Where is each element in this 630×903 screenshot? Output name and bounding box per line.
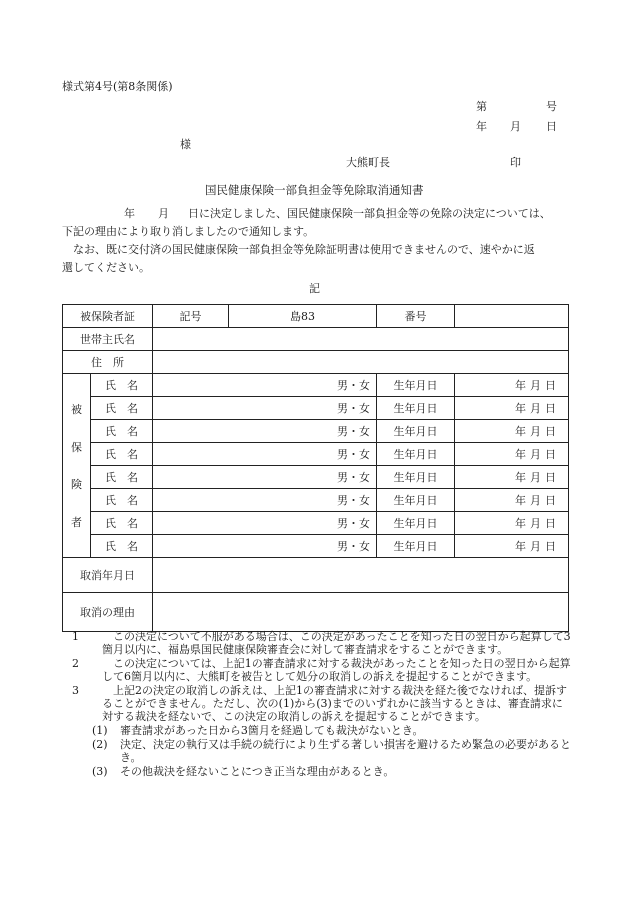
dob-hi: 日 <box>545 425 556 438</box>
label-kigo: 記号 <box>153 305 229 328</box>
label-bango: 番号 <box>377 305 455 328</box>
insured-char: 被 <box>71 403 82 417</box>
body-nen: 年 <box>124 207 135 220</box>
note-number: 1 <box>72 630 79 643</box>
dob-nen: 年 <box>515 448 526 461</box>
table-row <box>63 443 569 466</box>
address-value[interactable] <box>153 351 569 374</box>
doc-number-go: 号 <box>546 100 557 113</box>
label-dob: 生年月日 <box>377 397 455 420</box>
dob-value[interactable] <box>455 443 569 466</box>
dob-hi: 日 <box>545 471 556 484</box>
table-row-cancel-date <box>63 558 569 593</box>
subnote-number: (2) <box>92 738 108 751</box>
label-dob: 生年月日 <box>377 512 455 535</box>
dob-hi: 日 <box>545 540 556 553</box>
note-text: この決定について不服がある場合は、この決定があったことを知った日の翌日から起算して3箇月以内に、福島県国民健康保険審査会に対して審査請求をすることができます。 <box>102 630 571 656</box>
dob-nen: 年 <box>515 379 526 392</box>
dob-value[interactable] <box>455 374 569 397</box>
subnote-text: 審査請求があった日から3箇月を経過しても裁決がないとき。 <box>120 724 424 737</box>
label-dob: 生年月日 <box>377 420 455 443</box>
subnote-text: 決定、決定の執行又は手続の続行により生ずる著しい損害を避けるため緊急の必要があるとき。 <box>120 738 571 764</box>
table-row-address <box>63 351 569 374</box>
dob-tsuki: 月 <box>530 379 541 392</box>
table-row <box>63 535 569 558</box>
dob-tsuki: 月 <box>530 540 541 553</box>
dob-nen: 年 <box>515 471 526 484</box>
name-sex[interactable]: 男・女 <box>153 535 377 558</box>
name-sex[interactable]: 男・女 <box>153 466 377 489</box>
label-dob: 生年月日 <box>377 535 455 558</box>
note-number: 3 <box>72 684 79 697</box>
label-address: 住 所 <box>63 351 153 374</box>
label-cancel-date: 取消年月日 <box>63 558 153 593</box>
document-title: 国民健康保険一部負担金等免除取消通知書 <box>205 183 424 197</box>
label-name: 氏 名 <box>91 420 153 443</box>
dob-tsuki: 月 <box>530 517 541 530</box>
label-dob: 生年月日 <box>377 374 455 397</box>
dob-value[interactable] <box>455 397 569 420</box>
seal-mark: 印 <box>510 156 521 169</box>
insured-char: 険 <box>71 478 82 492</box>
table-row <box>63 397 569 420</box>
table-row <box>63 489 569 512</box>
dob-value[interactable] <box>455 420 569 443</box>
body-line-2: 下記の理由により取り消しましたので通知します。 <box>62 225 315 238</box>
label-dob: 生年月日 <box>377 466 455 489</box>
subnote-number: (1) <box>92 724 108 737</box>
addressee-sama: 様 <box>180 138 191 151</box>
dob-tsuki: 月 <box>530 425 541 438</box>
name-sex[interactable]: 男・女 <box>153 374 377 397</box>
name-sex[interactable]: 男・女 <box>153 512 377 535</box>
body-line-1: 日に決定しました、国民健康保険一部負担金等の免除の決定については、 <box>188 207 551 220</box>
label-name: 氏 名 <box>91 466 153 489</box>
label-dob: 生年月日 <box>377 443 455 466</box>
cancel-reason-value[interactable] <box>153 593 569 632</box>
insured-char: 保 <box>71 440 82 454</box>
doc-number-dai: 第 <box>476 100 487 113</box>
table-row-householder <box>63 328 569 351</box>
label-name: 氏 名 <box>91 512 153 535</box>
date-hi: 日 <box>546 120 557 133</box>
table-row-card <box>63 305 569 328</box>
dob-nen: 年 <box>515 425 526 438</box>
label-cancel-reason: 取消の理由 <box>63 593 153 632</box>
dob-value[interactable] <box>455 535 569 558</box>
dob-tsuki: 月 <box>530 494 541 507</box>
dob-nen: 年 <box>515 540 526 553</box>
insured-table <box>62 304 569 632</box>
notes-section <box>62 630 572 779</box>
body-line-3: なお、既に交付済の国民健康保険一部負担金等免除証明書は使用できませんので、速やかに返 <box>73 243 535 256</box>
ki-mark: 記 <box>309 282 320 295</box>
insured-char: 者 <box>71 515 82 529</box>
dob-nen: 年 <box>515 517 526 530</box>
label-name: 氏 名 <box>91 443 153 466</box>
name-sex[interactable]: 男・女 <box>153 443 377 466</box>
table-row <box>63 466 569 489</box>
dob-hi: 日 <box>545 402 556 415</box>
label-name: 氏 名 <box>91 535 153 558</box>
note-text: この決定については、上記1の審査請求に対する裁決があったことを知った日の翌日から起算して6箇月以内に、大熊町を被告として処分の取消しの訴えを提起することができます。 <box>102 657 571 683</box>
cancel-date-value[interactable] <box>153 558 569 593</box>
dob-tsuki: 月 <box>530 402 541 415</box>
label-householder: 世帯主氏名 <box>63 328 153 351</box>
dob-hi: 日 <box>545 494 556 507</box>
label-name: 氏 名 <box>91 374 153 397</box>
dob-value[interactable] <box>455 466 569 489</box>
form-number: 様式第4号(第8条関係) <box>62 80 173 93</box>
table-row <box>63 420 569 443</box>
subnote-text: その他裁決を経ないことにつき正当な理由があるとき。 <box>120 765 395 778</box>
note-number: 2 <box>72 657 79 670</box>
date-nen: 年 <box>476 120 487 133</box>
name-sex[interactable]: 男・女 <box>153 397 377 420</box>
table-row-cancel-reason <box>63 593 569 632</box>
subnote-item <box>62 724 572 737</box>
dob-nen: 年 <box>515 494 526 507</box>
label-insured-vertical <box>63 374 91 558</box>
dob-value[interactable] <box>455 489 569 512</box>
note-item <box>62 630 572 656</box>
label-insured-card: 被保険者証 <box>63 305 153 328</box>
dob-tsuki: 月 <box>530 448 541 461</box>
subnote-item <box>62 738 572 764</box>
table-row <box>63 512 569 535</box>
label-name: 氏 名 <box>91 489 153 512</box>
subnote-number: (3) <box>92 765 108 778</box>
issuer-name: 大熊町長 <box>346 156 390 169</box>
dob-hi: 日 <box>545 517 556 530</box>
table-row <box>63 374 569 397</box>
dob-value[interactable] <box>455 512 569 535</box>
dob-hi: 日 <box>545 379 556 392</box>
dob-tsuki: 月 <box>530 471 541 484</box>
note-item <box>62 684 572 723</box>
name-sex[interactable]: 男・女 <box>153 420 377 443</box>
label-name: 氏 名 <box>91 397 153 420</box>
kigo-value: 島83 <box>229 305 377 328</box>
body-tsuki: 月 <box>158 207 169 220</box>
name-sex[interactable]: 男・女 <box>153 489 377 512</box>
householder-value[interactable] <box>153 328 569 351</box>
bango-value[interactable] <box>455 305 569 328</box>
dob-nen: 年 <box>515 402 526 415</box>
note-item <box>62 657 572 683</box>
label-dob: 生年月日 <box>377 489 455 512</box>
note-text: 上記2の決定の取消しの訴えは、上記1の審査請求に対する裁決を経た後でなければ、提訴することができません。ただし、次の(1)から(3)までのいずれかに該当するときは、審査請求に対する裁決を経ないで、この決定の取消しの訴えを提起することができます。 <box>102 684 567 723</box>
dob-hi: 日 <box>545 448 556 461</box>
body-line-4: 還してください。 <box>62 261 150 274</box>
subnote-item <box>62 765 572 778</box>
date-tsuki: 月 <box>510 120 521 133</box>
